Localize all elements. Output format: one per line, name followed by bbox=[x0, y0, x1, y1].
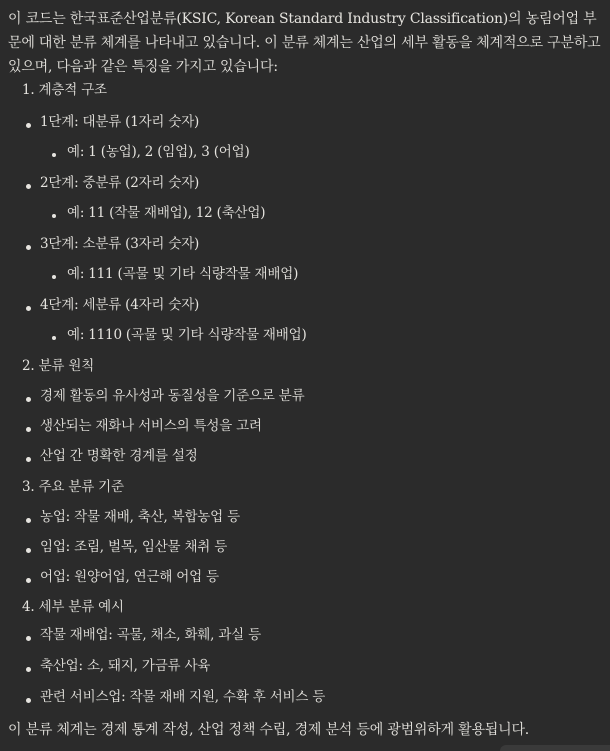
scroll-edge bbox=[500, 745, 610, 751]
section-number: 2. bbox=[22, 358, 35, 374]
bullet-icon bbox=[26, 245, 31, 250]
list-item: 생산되는 재화나 서비스의 특성을 고려 bbox=[40, 418, 262, 434]
bullet-icon bbox=[26, 518, 31, 523]
bullet-icon bbox=[26, 457, 31, 462]
list-item: 관련 서비스업: 작물 재배 지원, 수확 후 서비스 등 bbox=[40, 689, 326, 705]
section-heading-3 bbox=[22, 478, 124, 496]
bullet-icon bbox=[26, 636, 31, 641]
list-item: 4단계: 세분류 (4자리 숫자) bbox=[40, 297, 200, 313]
list-item: 임업: 조림, 벌목, 임산물 채취 등 bbox=[40, 539, 228, 555]
bullet-icon bbox=[52, 336, 56, 340]
section-heading-1 bbox=[22, 81, 107, 99]
section-number: 3. bbox=[22, 479, 35, 495]
bullet-icon bbox=[26, 578, 31, 583]
section-number: 1. bbox=[22, 82, 35, 98]
section-heading-2 bbox=[22, 357, 94, 375]
intro-paragraph: 이 코드는 한국표준산업분류(KSIC, Korean Standard Industry Classification)의 농림어업 부문에 대한 분류 체계를 나타내고 있습니다. 이 분류 체계는 산업의 세부 활동을 체계적으로 구분하고 있으며, 다음과 같은 특징을 가지고 있습니다: bbox=[8, 11, 601, 75]
bullet-icon bbox=[26, 667, 31, 672]
list-item: 작물 재배업: 곡물, 채소, 화훼, 과실 등 bbox=[40, 627, 261, 643]
bullet-icon bbox=[26, 123, 31, 128]
list-item: 예: 11 (작물 재배업), 12 (축산업) bbox=[67, 205, 266, 221]
bullet-icon bbox=[26, 427, 31, 432]
list-item: 농업: 작물 재배, 축산, 복합농업 등 bbox=[40, 509, 240, 525]
section-title: 계층적 구조 bbox=[38, 82, 107, 98]
chat-response bbox=[0, 0, 610, 79]
bullet-icon bbox=[26, 548, 31, 553]
bullet-icon bbox=[26, 184, 31, 189]
list-item: 예: 1110 (곡물 및 기타 식량작물 재배업) bbox=[67, 327, 307, 343]
bullet-icon bbox=[52, 214, 56, 218]
list-item: 축산업: 소, 돼지, 가금류 사육 bbox=[40, 658, 211, 674]
list-item: 경제 활동의 유사성과 동질성을 기준으로 분류 bbox=[40, 388, 305, 404]
list-item: 3단계: 소분류 (3자리 숫자) bbox=[40, 236, 200, 252]
section-title: 분류 원칙 bbox=[38, 358, 95, 374]
list-item: 예: 1 (농업), 2 (임업), 3 (어업) bbox=[67, 144, 250, 160]
outro-paragraph: 이 분류 체계는 경제 통계 작성, 산업 정책 수립, 경제 분석 등에 광범위하게 활용됩니다. bbox=[8, 722, 530, 738]
section-heading-4 bbox=[22, 598, 124, 616]
list-item: 산업 간 명확한 경계를 설정 bbox=[40, 448, 198, 464]
section-number: 4. bbox=[22, 599, 35, 615]
bullet-icon bbox=[26, 397, 31, 402]
bullet-icon bbox=[26, 306, 31, 311]
bullet-icon bbox=[52, 275, 56, 279]
list-item: 예: 111 (곡물 및 기타 식량작물 재배업) bbox=[67, 266, 299, 282]
bullet-icon bbox=[26, 698, 31, 703]
list-item: 2단계: 중분류 (2자리 숫자) bbox=[40, 175, 200, 191]
section-title: 주요 분류 기준 bbox=[38, 479, 124, 495]
list-item: 어업: 원양어업, 연근해 어업 등 bbox=[40, 569, 219, 585]
list-item: 1단계: 대분류 (1자리 숫자) bbox=[40, 114, 200, 130]
bullet-icon bbox=[52, 153, 56, 157]
section-title: 세부 분류 예시 bbox=[38, 599, 124, 615]
